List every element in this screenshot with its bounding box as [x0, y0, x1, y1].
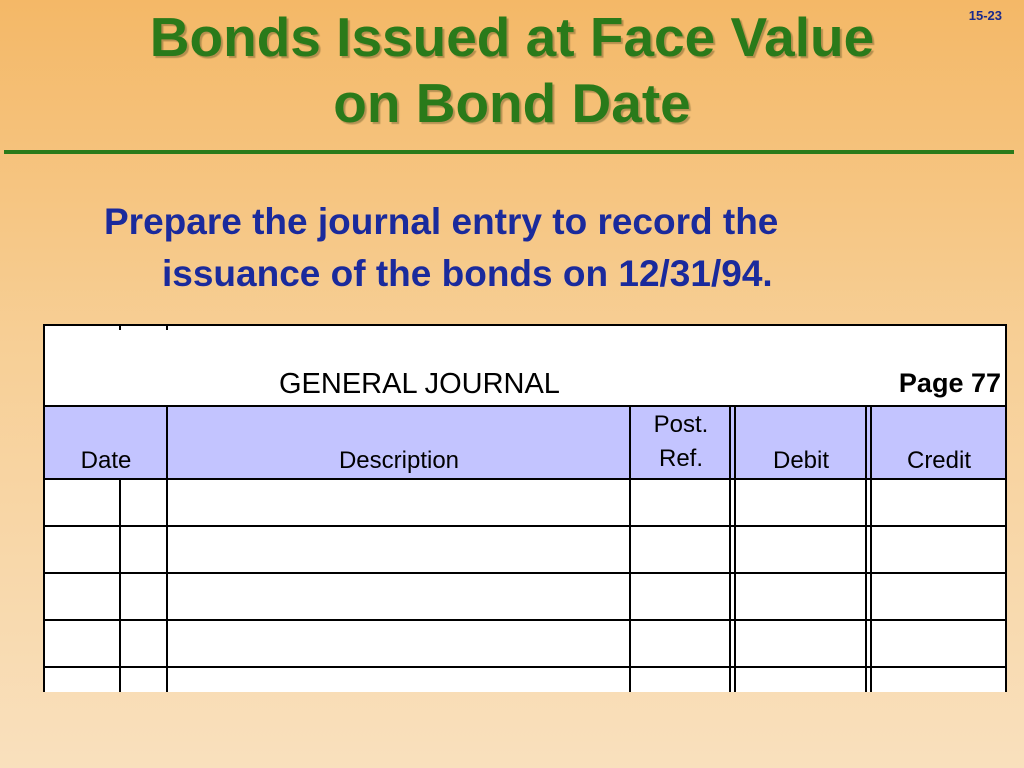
postref-column-line-a — [729, 406, 731, 692]
header-bottom-line — [43, 478, 1007, 480]
column-header-post-ref — [631, 408, 731, 476]
journal-border-right — [1005, 324, 1007, 692]
debit-column-line-a — [865, 406, 867, 692]
header-top-line — [43, 405, 1007, 407]
date-split-tick — [119, 324, 121, 330]
post-ref-line-2: Ref. — [658, 445, 703, 472]
instruction-line-2: issuance of the bonds on 12/31/94. — [162, 253, 773, 294]
slide-title-line-1: Bonds Issued at Face Value — [149, 6, 875, 68]
journal-border-top — [43, 324, 1007, 326]
postref-column-line-b — [734, 406, 736, 692]
date-column-line — [166, 406, 168, 692]
row-line — [43, 525, 1007, 527]
instruction-line-1: Prepare the journal entry to record the — [104, 201, 779, 242]
date-split-line — [119, 478, 121, 692]
slide-title — [0, 4, 1024, 136]
general-journal — [43, 324, 1007, 692]
column-header-description: Description — [338, 447, 460, 474]
row-line — [43, 572, 1007, 574]
journal-page-number: Page 77 — [898, 368, 1001, 398]
date-column-tick — [166, 324, 168, 330]
title-divider — [4, 150, 1014, 154]
description-column-line — [629, 406, 631, 692]
post-ref-line-1: Post. — [653, 411, 709, 438]
column-header-date: Date — [80, 447, 132, 474]
debit-column-line-b — [870, 406, 872, 692]
column-header-debit: Debit — [772, 447, 830, 474]
slide-title-line-2: on Bond Date — [333, 72, 691, 134]
column-header-credit: Credit — [906, 447, 972, 474]
instruction-text — [104, 196, 984, 300]
slide-number: 15-23 — [968, 8, 1002, 23]
row-line — [43, 666, 1007, 668]
row-line — [43, 619, 1007, 621]
journal-title: GENERAL JOURNAL — [279, 368, 560, 400]
journal-border-left — [43, 324, 45, 692]
